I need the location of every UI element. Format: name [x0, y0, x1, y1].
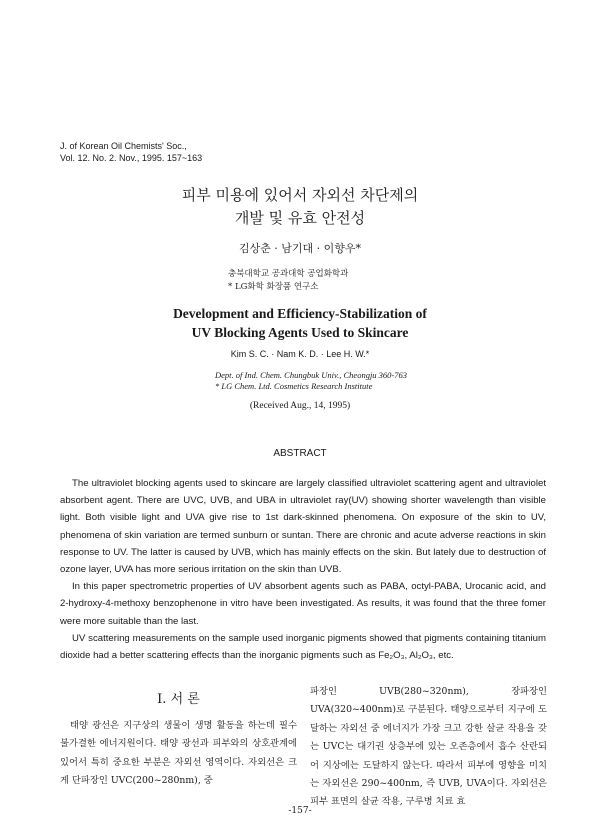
journal-line-2: Vol. 12. No. 2. Nov., 1995. 157~163	[60, 153, 203, 163]
abstract-paragraph-3: UV scattering measurements on the sample used inorganic pigments showed that pigments containing titanium dioxide had a better scattering effects than the inorganic pigments such as Fe₂O₃, Al₂O₃, etc.	[60, 632, 546, 662]
body-paragraph-right: 파장인 UVB(280~320nm), 장파장인 UVA(320~400nm)로 구분된다. 태양으로부터 지구에 도달하는 자외선 중 에너지가 가장 크고 강한 살균 작용을 갖는 UVC는 대기권 상층부에 있는 오존층에서 흡수 산란되어 지상에는 도달하지 않는다. 따라서 피부에 영향을 미치는 자외선은 290~400nm, 즉 UVB, UVA이다. 자외선은 피부 표면의 살균 작용, 구루병 치료 효	[310, 686, 547, 808]
abstract-body	[60, 475, 546, 664]
korean-title-line-1: 피부 미용에 있어서 자외선 차단제의	[181, 186, 419, 204]
body-right-column	[310, 683, 547, 812]
korean-title-line-2: 개발 및 유효 안전성	[234, 209, 366, 227]
korean-title	[0, 184, 600, 230]
abstract-paragraph-2: In this paper spectrometric properties of UV absorbent agents such as PABA, octyl-PABA, Urocanic acid, and 2-hydroxy-4-methoxy benzophenone in vitro have been investigated. As results, it was found that the three fomer were more suitable than the last.	[60, 581, 546, 627]
journal-citation	[60, 140, 202, 164]
english-affiliation-2: * LG Chem. Ltd. Cosmetics Research Institute	[215, 381, 373, 391]
korean-affiliation-1: 충북대학교 공과대학 공업화학과	[228, 269, 349, 279]
body-paragraph-left: 태양 광선은 지구상의 생물이 생명 활동을 하는데 필수 불가결한 에너지원이다. 태양 광선과 피부와의 상호관계에 있어서 특히 중요한 부분은 자외선 영역이다. 자외선은 크게 단파장인 UVC(200~280nm), 중	[60, 720, 297, 787]
received-date: (Received Aug., 14, 1995)	[249, 401, 351, 411]
english-title	[0, 304, 600, 342]
korean-authors: 김상춘 · 남기대 · 이향우*	[238, 242, 362, 255]
korean-affiliations	[228, 268, 348, 294]
english-title-line-2: UV Blocking Agents Used to Skincare	[191, 325, 409, 340]
korean-affiliation-2: * LG화학 화장품 연구소	[228, 282, 319, 292]
journal-line-1: J. of Korean Oil Chemists' Soc.,	[60, 141, 187, 151]
body-left-column	[60, 688, 297, 791]
english-title-line-1: Development and Efficiency-Stabilization of	[173, 306, 427, 321]
abstract-heading: ABSTRACT	[273, 448, 327, 459]
english-affiliation-1: Dept. of Ind. Chem. Chungbuk Univ., Cheongju 360-763	[215, 370, 408, 380]
page-number: -157-	[288, 806, 312, 816]
english-affiliations	[215, 370, 407, 392]
abstract-paragraph-1: The ultraviolet blocking agents used to skincare are largely classified ultraviolet scattering agent and ultraviolet absorbent agent. There are UVC, UVB, and UBA in ultraviolet ray(UV) showing shorter wavelength than visible light. Both visible light and UVA give rise to 1st dark-skinned phenomena. On exposure of the skin to UV, phenomena of skin variation are termed sunburn or suntan. There are chronic and acute adverse reactions in skin response to UV. The latter is caused by UVB, which has mainly effects on the skin. But lately due to destruction of ozone layer, UVA has more serious irritation on the skin than UVB.	[60, 478, 546, 576]
section-title-introduction: I. 서 론	[157, 692, 200, 707]
english-authors: Kim S. C. · Nam K. D. · Lee H. W.*	[230, 349, 370, 359]
